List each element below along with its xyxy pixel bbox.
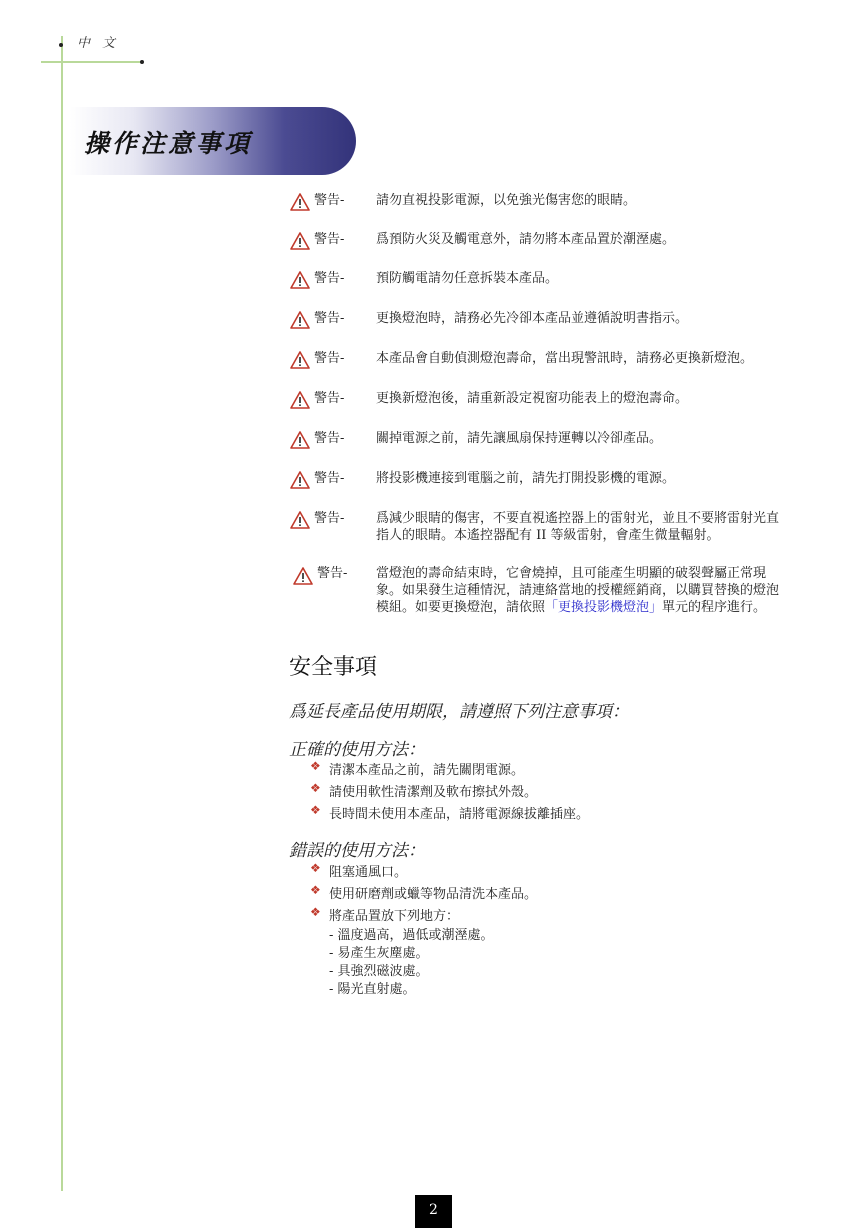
warning-triangle-icon [290,511,310,529]
warning-label: 警告- [314,471,345,486]
replace-lamp-link[interactable]: 「更換投影機燈泡」 [545,600,663,615]
sub-list-item: - 陽光直射處。 [329,982,416,997]
warning-triangle-icon [290,351,310,369]
warning-triangle-icon [290,391,310,409]
warning-text: 請勿直視投影電源，以免強光傷害您的眼睛。 [376,193,637,208]
bullet-dot [59,43,63,47]
list-item-text: 請使用軟性清潔劑及軟布擦拭外殼。 [329,785,538,800]
margin-horizontal-line [41,61,143,63]
diamond-bullet-icon: ❖ [310,861,321,875]
warning-label: 警告- [314,511,345,526]
warning-text-part: 單元的程序進行。 [662,600,767,615]
sub-list-item: - 具強烈磁波處。 [329,964,429,979]
diamond-bullet-icon: ❖ [310,883,321,897]
list-item-text: 將產品置放下列地方： [329,909,460,924]
page-number: 2 [415,1195,452,1228]
warning-triangle-icon [290,271,310,289]
warning-text [376,565,786,616]
sub-list-item: - 溫度過高，過低或潮溼處。 [329,928,494,943]
list-item-text: 使用研磨劑或蠟等物品清洗本產品。 [329,887,538,902]
warning-label: 警告- [314,311,345,326]
warning-text: 預防觸電請勿任意拆裝本產品。 [376,271,559,286]
warning-triangle-icon [290,193,310,211]
sub-list-item: - 易產生灰塵處。 [329,946,429,961]
warning-triangle-icon [290,232,310,250]
warning-label: 警告- [314,193,345,208]
warning-text-part: 當燈泡的壽命結束時，它會燒掉，且可能產生明顯的破裂聲屬正常現象。如果發生這種情況，請連絡當地的授權經銷商，以購買替換的燈泡模組。如要更換燈泡，請依照 [376,566,780,615]
language-label: 中文 [77,36,128,51]
diamond-bullet-icon: ❖ [310,759,321,773]
wrong-usage-heading: 錯誤的使用方法： [289,841,425,861]
correct-usage-heading: 正確的使用方法： [289,740,425,760]
diamond-bullet-icon: ❖ [310,905,321,919]
warning-text: 更換燈泡時，請務必先冷卻本產品並遵循說明書指示。 [376,311,689,326]
list-item-text: 長時間未使用本產品，請將電源線拔離插座。 [329,807,590,822]
list-item-text: 阻塞通風口。 [329,865,408,880]
bullet-dot [140,60,144,64]
diamond-bullet-icon: ❖ [310,803,321,817]
warning-text: 更換新燈泡後，請重新設定視窗功能表上的燈泡壽命。 [376,391,689,406]
warning-text: 本產品會自動偵測燈泡壽命，當出現警訊時，請務必更換新燈泡。 [376,351,754,366]
warning-label: 警告- [314,271,345,286]
margin-vertical-line [61,36,63,1191]
warning-triangle-icon [290,431,310,449]
section-title: 安全事項 [289,655,378,680]
warning-triangle-icon [290,471,310,489]
warning-text: 爲預防火災及觸電意外，請勿將本產品置於潮溼處。 [376,232,676,247]
warning-label: 警告- [314,391,345,406]
warning-label: 警告- [314,351,345,366]
warning-label: 警告- [317,566,348,581]
warning-text: 關掉電源之前，請先讓風扇保持運轉以冷卻產品。 [376,431,663,446]
warning-label: 警告- [314,431,345,446]
warning-triangle-icon [293,567,313,585]
warning-text: 爲減少眼睛的傷害，不要直視遙控器上的雷射光，並且不要將雷射光直指人的眼睛。本遙控器配有 II 等級雷射，會產生微量輻射。 [376,511,780,543]
diamond-bullet-icon: ❖ [310,781,321,795]
section-intro: 爲延長產品使用期限，請遵照下列注意事項： [289,702,629,722]
warning-text: 將投影機連接到電腦之前，請先打開投影機的電源。 [376,471,676,486]
warning-triangle-icon [290,311,310,329]
page-title: 操作注意事項 [84,129,253,158]
list-item-text: 清潔本產品之前，請先關閉電源。 [329,763,525,778]
warning-label: 警告- [314,232,345,247]
